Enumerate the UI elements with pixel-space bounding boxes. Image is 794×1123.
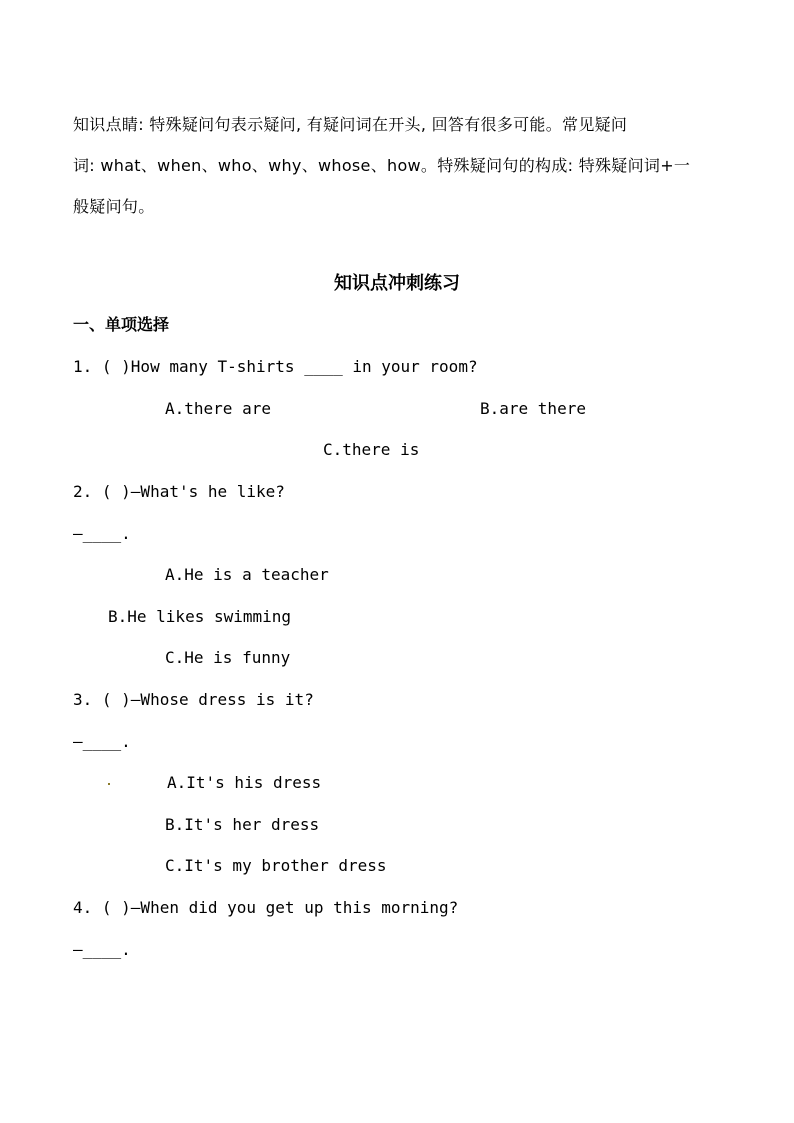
question-3-answer-blank: —____. xyxy=(73,732,131,751)
question-3-stem: 3. ( )—Whose dress is it? xyxy=(73,690,314,709)
section-title: 一、单项选择 xyxy=(73,315,170,334)
question-3-option-a: A.It's his dress xyxy=(167,773,322,792)
question-1-stem: 1. ( )How many T-shirts ____ in your room? xyxy=(73,357,478,376)
knowledge-intro xyxy=(73,104,723,227)
question-2-option-c: C.He is funny xyxy=(165,648,291,667)
question-3-option-c: C.It's my brother dress xyxy=(165,856,387,875)
page-heading: 知识点冲刺练习 xyxy=(334,273,460,294)
question-1-option-a: A.there are xyxy=(165,399,271,418)
intro-line-3: 般疑问句。 xyxy=(73,197,155,216)
question-2-answer-blank: —____. xyxy=(73,524,131,543)
question-2-option-a: A.He is a teacher xyxy=(165,565,329,584)
stray-mark xyxy=(108,783,110,785)
question-1-option-b: B.are there xyxy=(480,399,586,418)
intro-line-1: 知识点睛: 特殊疑问句表示疑问, 有疑问词在开头, 回答有很多可能。常见疑问 xyxy=(73,115,628,134)
question-4-answer-blank: —____. xyxy=(73,940,131,959)
question-2-stem: 2. ( )—What's he like? xyxy=(73,482,285,501)
intro-line-2: 词: what、when、who、why、whose、how。特殊疑问句的构成: 特殊疑问词+一 xyxy=(73,156,691,175)
question-3-option-b: B.It's her dress xyxy=(165,815,320,834)
question-2-option-b: B.He likes swimming xyxy=(108,607,292,626)
question-4-stem: 4. ( )—When did you get up this morning? xyxy=(73,898,459,917)
question-1-option-c: C.there is xyxy=(323,440,420,459)
